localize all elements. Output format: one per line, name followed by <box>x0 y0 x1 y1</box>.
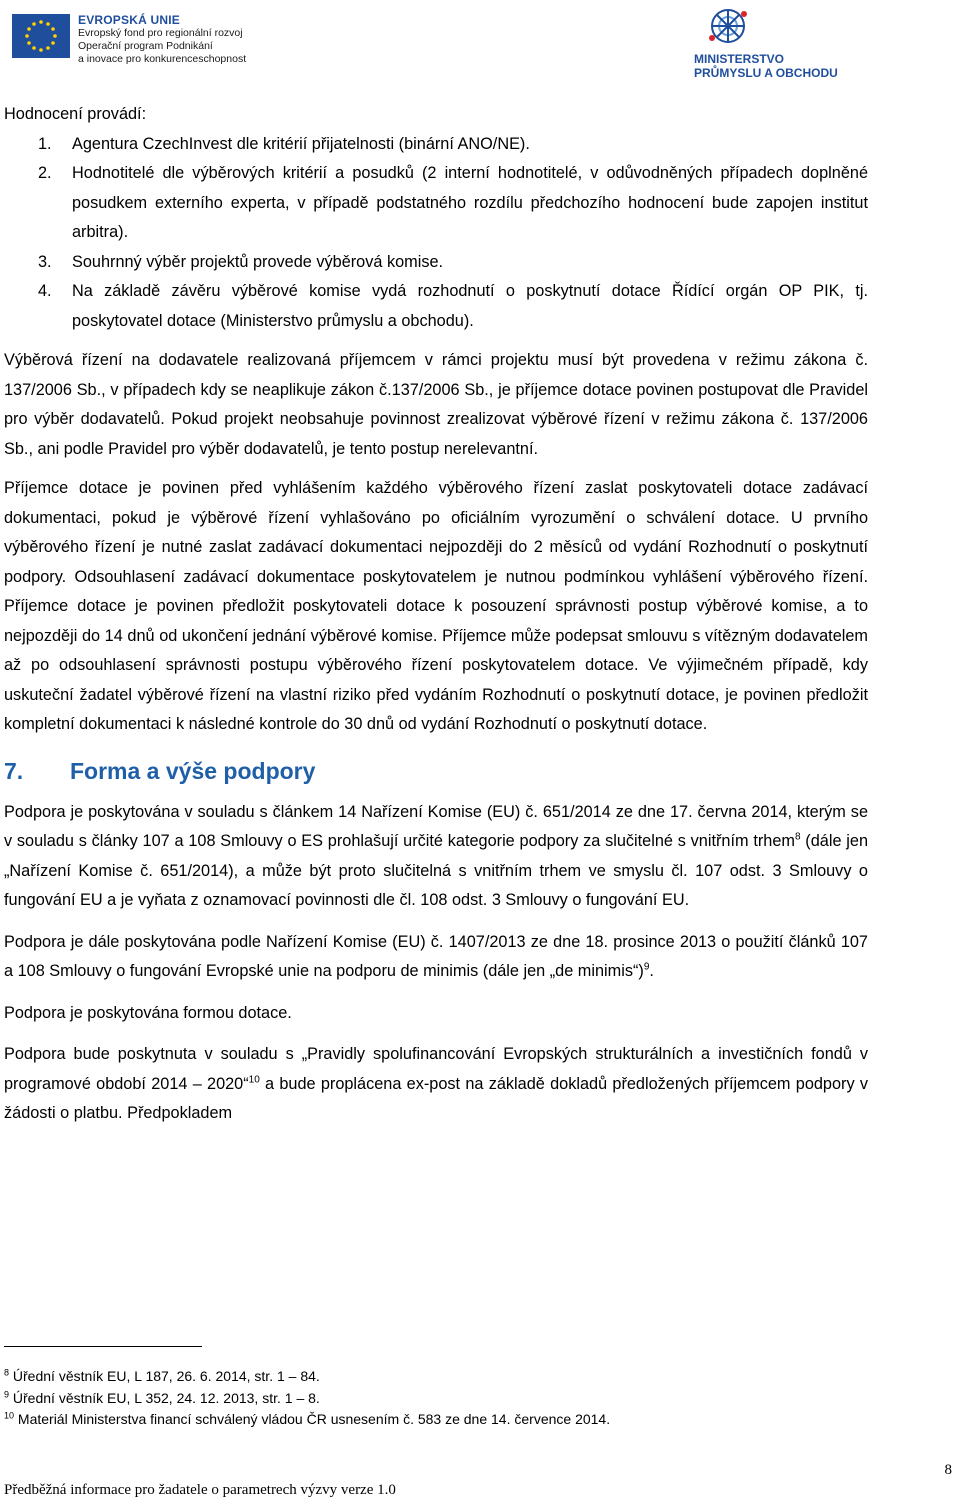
list-number: 2. <box>38 164 52 182</box>
paragraph: Příjemce dotace je povinen před vyhlášením každého výběrového řízení zaslat poskytovateli dotace zadávací dokumentaci, pokud je výběrové řízení vyhlašováno po oficiálním vyrozumění o schválení dotace. U prvního výběrového řízení je nutné zaslat zadávací dokumentaci nejpozději do 2 měsíců od vydání Rozhodnutí o poskytnutí podpory. Odsouhlasení zadávací dokumentace poskytovatelem je nutnou podmínkou vyhlášení výběrového řízení. Příjemce dotace je povinen předložit poskytovateli dotace k posouzení správnosti postup výběrové komise, a to nejpozději do 14 dnů od ukončení jednání výběrové komise. Příjemce může podepsat smlouvu s vítězným dodavatelem až po odsouhlasení správnosti postupu výběrového řízení poskytovatelem dotace. Ve výjimečném případě, kdy uskuteční žadatel výběrové řízení na vlastní riziko před vydáním Rozhodnutí o poskytnutí dotace, je povinen předložit kompletní dokumentaci k následné kontrole do 30 dnů od vydání Rozhodnutí o poskytnutí dotace. <box>4 479 868 733</box>
eu-line: a inovace pro konkurenceschopnost <box>78 53 247 65</box>
document-body <box>4 100 868 1129</box>
page-header <box>0 0 960 90</box>
ministry-line: PRŮMYSLU A OBCHODU <box>694 66 838 80</box>
footnote-text: Úřední věstník EU, L 352, 24. 12. 2013, str. 1 – 8. <box>9 1389 320 1406</box>
list-item <box>4 277 868 336</box>
list-text: Na základě závěru výběrové komise vydá rozhodnutí o poskytnutí dotace Řídící orgán OP PIK, tj. poskytovatel dotace (Ministerstvo průmyslu a obchodu). <box>72 282 868 330</box>
footnote-ref: 8 <box>794 831 801 843</box>
spacer <box>4 987 868 999</box>
spacer <box>4 336 868 346</box>
spacer <box>4 916 868 928</box>
list-item <box>4 159 868 248</box>
footnote-number: 8 <box>4 1367 10 1378</box>
intro-text: Hodnocení provádí: <box>4 105 147 123</box>
page-number: 8 <box>944 1462 952 1478</box>
list-item <box>4 248 868 278</box>
ministry-logo <box>690 4 860 82</box>
footnote <box>4 1409 868 1431</box>
paragraph-text: a bude proplácena ex-post na základě dokladů předložených příjemcem podpory v žádosti o platbu. Předpokladem <box>4 1074 869 1122</box>
list-number: 3. <box>38 252 52 271</box>
footnote-number: 9 <box>4 1388 10 1399</box>
list-text: Souhrnný výběr projektů provede výběrová komise. <box>72 252 444 271</box>
paragraph-text: . <box>649 962 654 980</box>
paragraph <box>4 1040 868 1129</box>
footnote <box>4 1388 868 1410</box>
paragraph-text: Podpora je poskytována v souladu s článkem 14 Nařízení Komise (EU) č. 651/2014 ze dne 17. června 2014, kterým se v souladu s články 107 a 108 Smlouvy o ES prohlašují určité kategorie podpory za slučitelné s vnitřním trhem <box>4 802 868 850</box>
section-title: Forma a výše podpory <box>70 757 316 784</box>
evaluation-list <box>4 130 868 337</box>
eu-program-text <box>78 14 246 66</box>
footnote-text: Úřední věstník EU, L 187, 26. 6. 2014, str. 1 – 84. <box>9 1368 320 1384</box>
list-text: Hodnotitelé dle výběrových kritérií a posudků (2 interní hodnotitelé, v odůvodněných případech doplněné posudkem externího experta, v případě podstatného rozdílu předchozího hodnocení bude zapojen institut arbitra). <box>72 164 868 241</box>
section-number: 7. <box>4 757 24 784</box>
spacer <box>4 1028 868 1040</box>
paragraph <box>4 928 868 987</box>
footnote-text: Materiál Ministerstva financí schválený vládou ČR usnesením č. 583 ze dne 14. července 2014. <box>14 1411 611 1427</box>
paragraph-text: Podpora je dále poskytována podle Nařízení Komise (EU) č. 1407/2013 ze dne 18. prosince 2013 o použití článků 107 a 108 Smlouvy o fungování Evropské unie na podporu de minimis (dále jen „de minimis“) <box>4 932 868 980</box>
paragraph <box>4 798 868 916</box>
paragraph: Podpora je poskytována formou dotace. <box>4 1003 292 1022</box>
eu-line: Operační program Podnikání <box>78 40 213 52</box>
eu-line: EVROPSKÁ UNIE <box>78 13 180 27</box>
footnote-divider <box>4 1346 202 1347</box>
ministry-line: MINISTERSTVO <box>694 52 785 66</box>
footnote-ref: 9 <box>643 961 650 973</box>
spacer <box>4 464 868 474</box>
footnote <box>4 1366 868 1388</box>
paragraph-text: (dále jen „Nařízení Komise č. 651/2014), a může být proto slučitelná s vnitřním trhem ve smyslu čl. 107 odst. 3 Smlouvy o fungování EU a je vyňata z oznamovací povinnosti dle čl. 108 odst. 3 Smlouvy o fungování EU. <box>4 832 868 909</box>
paragraph-text: Podpora bude poskytnuta v souladu s „Pravidly spolufinancování Evropských strukturálních a investičních fondů v programové období 2014 – 2020“ <box>4 1045 868 1093</box>
page-footer: Předběžná informace pro žadatele o parametrech výzvy verze 1.0 <box>4 1482 396 1498</box>
list-text: Agentura CzechInvest dle kritérií přijatelnosti (binární ANO/NE). <box>72 134 530 153</box>
eu-flag-logo <box>12 14 70 58</box>
section-heading <box>4 756 868 786</box>
footnotes <box>4 1366 868 1431</box>
footnote-ref: 10 <box>248 1074 260 1086</box>
ministry-name <box>694 52 838 80</box>
eu-line: Evropský fond pro regionální rozvoj <box>78 27 243 39</box>
list-item <box>4 130 868 160</box>
list-number: 4. <box>38 282 52 300</box>
list-number: 1. <box>38 134 52 153</box>
paragraph: Výběrová řízení na dodavatele realizovaná příjemcem v rámci projektu musí být provedena v režimu zákona č. 137/2006 Sb., v případech kdy se neaplikuje zákon č.137/2006 Sb., je příjemce dotace povinen postupovat dle Pravidel pro výběr dodavatelů. Pokud projekt neobsahuje povinnost zrealizovat výběrové řízení v režimu zákona č. 137/2006 Sb., ani podle Pravidel pro výběr dodavatelů, je tento postup nerelevantní. <box>4 351 868 458</box>
ministry-mark-icon <box>698 4 758 50</box>
footnote-number: 10 <box>4 1410 15 1421</box>
